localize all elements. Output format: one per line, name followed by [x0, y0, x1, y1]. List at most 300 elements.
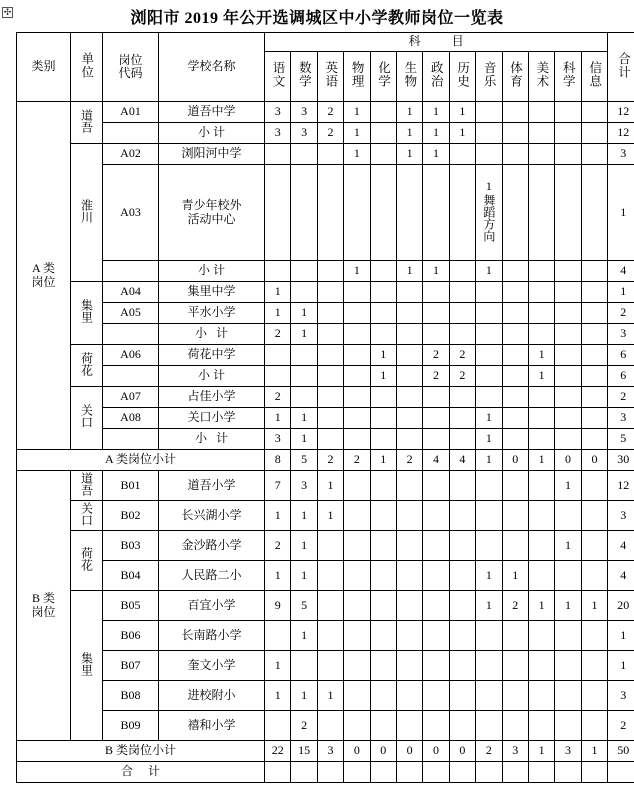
cell-english: [317, 165, 343, 261]
cell-math: [291, 366, 317, 387]
table-body: [17, 102, 634, 783]
cell-biology: 1: [396, 102, 422, 123]
header-subject-history: [449, 52, 475, 102]
cell-math: [291, 345, 317, 366]
school-name: 金沙路小学: [159, 531, 265, 561]
cell-biology: [396, 408, 422, 429]
cell-chemistry: [370, 531, 396, 561]
category-b-line1: B 类: [31, 591, 55, 606]
cell-it: [581, 471, 608, 501]
cell-chinese: 3: [265, 429, 291, 450]
table-row: [17, 303, 634, 324]
cell-chinese: 1: [265, 561, 291, 591]
cell-biology: [396, 531, 422, 561]
cell-science: [555, 261, 581, 282]
cell-chemistry: [370, 471, 396, 501]
subtotal-label: 小计: [159, 261, 265, 282]
cell-science: [555, 651, 581, 681]
cell-politics: 0: [423, 741, 449, 762]
cell-politics: [423, 429, 449, 450]
cell-biology: [396, 681, 422, 711]
school-name: 百宜小学: [159, 591, 265, 621]
cell-science: [555, 429, 581, 450]
cell-history: 2: [449, 366, 475, 387]
cell-art: [528, 681, 554, 711]
cell-politics: 1: [423, 123, 449, 144]
cell-politics: 2: [423, 366, 449, 387]
table-row: [17, 621, 634, 651]
cell-history: [449, 429, 475, 450]
job-code: A05: [103, 303, 159, 324]
cell-chemistry: [370, 303, 396, 324]
cell-total: 5: [608, 429, 634, 450]
cell-music: [476, 651, 502, 681]
cell-science: [555, 303, 581, 324]
table-row: [17, 681, 634, 711]
job-code: A02: [103, 144, 159, 165]
cell-chinese: 2: [265, 531, 291, 561]
cell-physics: [344, 621, 370, 651]
subtotal-label: 小计: [159, 123, 265, 144]
header-row-group: [17, 33, 634, 52]
header-subject-biology: [396, 52, 422, 102]
cell-politics: [423, 711, 449, 741]
cell-total: 4: [608, 261, 634, 282]
cell-total: 2: [608, 303, 634, 324]
cell-biology: [396, 387, 422, 408]
cell-music: [476, 102, 502, 123]
header-code: [103, 33, 159, 102]
cell-pe: [502, 501, 528, 531]
cell-math: [291, 144, 317, 165]
cell-total: 30: [608, 450, 634, 471]
cell-chinese: 2: [265, 387, 291, 408]
unit-label: 淮川: [79, 198, 94, 223]
cell-science: [555, 711, 581, 741]
cell-it: 1: [581, 591, 608, 621]
subtotal-label: 小 计: [159, 324, 265, 345]
cell-history: [449, 762, 475, 783]
cell-pe: [502, 123, 528, 144]
subject-label: 英语: [323, 61, 338, 89]
cell-pe: [502, 711, 528, 741]
document-move-handle[interactable]: ✣: [3, 7, 12, 17]
cell-art: [528, 531, 554, 561]
job-code: A08: [103, 408, 159, 429]
header-code-line1: 岗位: [118, 52, 143, 67]
cell-pe: [502, 366, 528, 387]
job-code: B08: [103, 681, 159, 711]
cell-science: [555, 387, 581, 408]
cell-chinese: 7: [265, 471, 291, 501]
cell-physics: [344, 711, 370, 741]
job-code: B07: [103, 651, 159, 681]
cell-art: 1: [528, 345, 554, 366]
subject-label: 信息: [587, 61, 602, 89]
cell-history: 1: [449, 102, 475, 123]
cell-history: [449, 282, 475, 303]
cell-science: [555, 366, 581, 387]
cell-math: 1: [291, 531, 317, 561]
cell-politics: [423, 561, 449, 591]
cell-science: [555, 762, 581, 783]
cell-music-note: 舞蹈方向: [481, 193, 496, 242]
cell-chinese: 1: [265, 651, 291, 681]
cell-politics: [423, 387, 449, 408]
header-subject-chemistry: [370, 52, 396, 102]
cell-music: [476, 165, 502, 261]
cell-history: [449, 531, 475, 561]
cell-chemistry: 0: [370, 741, 396, 762]
cell-pe: [502, 282, 528, 303]
header-subject-english: [317, 52, 343, 102]
header-subject-politics: [423, 52, 449, 102]
cell-politics: [423, 165, 449, 261]
cell-chemistry: [370, 408, 396, 429]
cell-art: [528, 102, 554, 123]
cell-pe: [502, 102, 528, 123]
table-row: [17, 102, 634, 123]
cell-biology: 0: [396, 741, 422, 762]
cell-chinese: [265, 144, 291, 165]
cell-chemistry: [370, 387, 396, 408]
school-name: 长兴湖小学: [159, 501, 265, 531]
unit-label: 道吾: [79, 108, 94, 133]
cell-math: 3: [291, 471, 317, 501]
cell-politics: [423, 762, 449, 783]
subject-label: 科学: [561, 61, 576, 89]
cell-english: 2: [317, 123, 343, 144]
cell-music: 1: [476, 408, 502, 429]
cell-pe: [502, 303, 528, 324]
cell-english: [317, 282, 343, 303]
table-row: [17, 387, 634, 408]
cell-music: [476, 501, 502, 531]
subject-label: 化学: [376, 61, 391, 89]
cell-math: [291, 165, 317, 261]
cell-politics: 1: [423, 102, 449, 123]
cell-music: 1: [476, 261, 502, 282]
cell-english: [317, 261, 343, 282]
cell-politics: 1: [423, 144, 449, 165]
cell-physics: [344, 591, 370, 621]
cell-physics: [344, 366, 370, 387]
cell-chinese: 1: [265, 501, 291, 531]
cell-chemistry: [370, 501, 396, 531]
cell-chemistry: [370, 282, 396, 303]
cell-biology: [396, 621, 422, 651]
cell-history: [449, 561, 475, 591]
job-code: B01: [103, 471, 159, 501]
cell-art: [528, 165, 554, 261]
cell-history: [449, 408, 475, 429]
cell-it: [581, 324, 608, 345]
header-unit-label: 单位: [79, 51, 94, 79]
cell-science: [555, 681, 581, 711]
school-name-line2: 活动中心: [187, 211, 236, 226]
header-code-line2: 代码: [118, 66, 143, 80]
cell-math: 1: [291, 429, 317, 450]
table-row: [17, 651, 634, 681]
cell-english: [317, 651, 343, 681]
cell-physics: [344, 762, 370, 783]
cell-physics: [344, 282, 370, 303]
cell-english: 1: [317, 471, 343, 501]
school-name: 浏阳河中学: [159, 144, 265, 165]
cell-art: [528, 501, 554, 531]
cell-music: 2: [476, 741, 502, 762]
unit-cell-hehua-b: [71, 531, 103, 591]
cell-politics: [423, 282, 449, 303]
cell-pe: 1: [502, 561, 528, 591]
school-name: 道吾中学: [159, 102, 265, 123]
cell-chinese: 2: [265, 324, 291, 345]
table-row: [17, 282, 634, 303]
cell-music: 1: [476, 561, 502, 591]
table-row: [17, 144, 634, 165]
header-total: [608, 33, 634, 102]
cell-music: [476, 324, 502, 345]
subject-label: 音乐: [482, 61, 497, 89]
cell-physics: 2: [344, 450, 370, 471]
subject-label: 语文: [270, 61, 285, 89]
header-subject-chinese: [265, 52, 291, 102]
cell-physics: [344, 324, 370, 345]
cell-art: [528, 408, 554, 429]
table-row: [17, 561, 634, 591]
cell-physics: [344, 531, 370, 561]
cell-physics: [344, 165, 370, 261]
cell-english: [317, 345, 343, 366]
cell-history: [449, 324, 475, 345]
cell-chemistry: [370, 261, 396, 282]
cell-total: 6: [608, 366, 634, 387]
cell-english: 2: [317, 450, 343, 471]
unit-cell-daowu-b: [71, 471, 103, 501]
table-row: [17, 501, 634, 531]
cell-english: [317, 387, 343, 408]
cell-chemistry: [370, 561, 396, 591]
cell-art: 1: [528, 591, 554, 621]
cell-physics: [344, 651, 370, 681]
job-code: B09: [103, 711, 159, 741]
cell-physics: [344, 561, 370, 591]
cell-english: [317, 621, 343, 651]
cell-pe: [502, 471, 528, 501]
cell-english: 3: [317, 741, 343, 762]
cell-it: [581, 561, 608, 591]
page-title: 浏阳市 2019 年公开选调城区中小学教师岗位一览表: [130, 10, 504, 27]
cell-biology: [396, 282, 422, 303]
table-row: [17, 366, 634, 387]
cell-music: [476, 123, 502, 144]
unit-label: 关口: [79, 501, 94, 526]
cell-math: 1: [291, 561, 317, 591]
job-code: B06: [103, 621, 159, 651]
unit-cell-jili-b: [71, 591, 103, 741]
cell-politics: [423, 501, 449, 531]
school-name: 人民路二小: [159, 561, 265, 591]
cell-biology: 1: [396, 144, 422, 165]
job-code: [103, 324, 159, 345]
cell-biology: [396, 651, 422, 681]
cell-math: 1: [291, 681, 317, 711]
cell-science: 1: [555, 591, 581, 621]
table-row: [17, 471, 634, 501]
cell-music: [476, 282, 502, 303]
cell-total: 3: [608, 144, 634, 165]
cell-biology: [396, 366, 422, 387]
header-subject-pe: [502, 52, 528, 102]
cell-pe: [502, 531, 528, 561]
cell-art: [528, 303, 554, 324]
cell-history: [449, 471, 475, 501]
cell-art: [528, 711, 554, 741]
cell-biology: [396, 591, 422, 621]
section-total-label-b: B 类岗位小计: [17, 741, 265, 762]
cell-chemistry: [370, 102, 396, 123]
cell-chinese: [265, 261, 291, 282]
cell-chinese: 1: [265, 681, 291, 711]
header-total-label: 合计: [616, 51, 631, 79]
cell-math: 3: [291, 123, 317, 144]
cell-math: [291, 387, 317, 408]
cell-chinese: 1: [265, 282, 291, 303]
cell-it: [581, 123, 608, 144]
cell-it: [581, 303, 608, 324]
cell-science: 1: [555, 531, 581, 561]
table-row: [17, 324, 634, 345]
subject-label: 体育: [508, 61, 523, 89]
cell-it: 0: [581, 450, 608, 471]
job-code: A04: [103, 282, 159, 303]
cell-art: [528, 324, 554, 345]
cell-science: 1: [555, 471, 581, 501]
cell-biology: [396, 711, 422, 741]
cell-chinese: 1: [265, 408, 291, 429]
table-row: [17, 591, 634, 621]
cell-chemistry: [370, 123, 396, 144]
cell-chinese: 22: [265, 741, 291, 762]
cell-chinese: 8: [265, 450, 291, 471]
cell-science: 3: [555, 741, 581, 762]
header-subject-math: [291, 52, 317, 102]
cell-chinese: [265, 621, 291, 651]
cell-physics: 1: [344, 123, 370, 144]
cell-chinese: [265, 345, 291, 366]
cell-chemistry: 1: [370, 345, 396, 366]
cell-pe: [502, 387, 528, 408]
school-name: 进校附小: [159, 681, 265, 711]
table-row: [17, 123, 634, 144]
unit-label: 关口: [79, 404, 94, 429]
table-row: [17, 711, 634, 741]
cell-science: [555, 165, 581, 261]
unit-label: 集里: [79, 299, 94, 324]
job-code: [103, 261, 159, 282]
cell-it: [581, 711, 608, 741]
cell-chemistry: [370, 621, 396, 651]
header-category: 类别: [17, 33, 71, 102]
grand-total-row: [17, 762, 634, 783]
cell-chemistry: [370, 591, 396, 621]
cell-physics: [344, 408, 370, 429]
cell-history: [449, 591, 475, 621]
cell-pe: [502, 681, 528, 711]
header-school: 学校名称: [159, 33, 265, 102]
header-unit: [71, 33, 103, 102]
cell-history: [449, 261, 475, 282]
table-row: [17, 429, 634, 450]
cell-music: [476, 303, 502, 324]
school-name: 荷花中学: [159, 345, 265, 366]
subject-label: 政治: [429, 61, 444, 89]
cell-math: [291, 282, 317, 303]
table-row: [17, 261, 634, 282]
cell-total: 2: [608, 711, 634, 741]
cell-english: [317, 144, 343, 165]
subject-label: 生物: [402, 61, 417, 89]
cell-it: [581, 261, 608, 282]
cell-history: 1: [449, 123, 475, 144]
table-row: [17, 345, 634, 366]
cell-art: 1: [528, 741, 554, 762]
cell-total: 3: [608, 681, 634, 711]
cell-english: [317, 408, 343, 429]
cell-total: 4: [608, 531, 634, 561]
cell-english: [317, 711, 343, 741]
cell-math: 1: [291, 501, 317, 531]
cell-art: [528, 651, 554, 681]
cell-art: [528, 261, 554, 282]
school-name: 集里中学: [159, 282, 265, 303]
cell-science: [555, 621, 581, 651]
cell-science: [555, 501, 581, 531]
cell-politics: [423, 651, 449, 681]
cell-it: [581, 345, 608, 366]
cell-art: [528, 429, 554, 450]
school-name: 占佳小学: [159, 387, 265, 408]
cell-politics: [423, 681, 449, 711]
cell-chemistry: [370, 324, 396, 345]
cell-physics: 1: [344, 261, 370, 282]
cell-chemistry: [370, 144, 396, 165]
grand-total-label: 合 计: [17, 762, 265, 783]
unit-cell-daowu: [71, 102, 103, 144]
cell-math: 1: [291, 408, 317, 429]
cell-english: 1: [317, 501, 343, 531]
cell-english: [317, 429, 343, 450]
cell-chemistry: 1: [370, 450, 396, 471]
cell-music: [476, 762, 502, 783]
cell-pe: [502, 165, 528, 261]
school-name-line1: 青少年校外: [181, 198, 242, 213]
cell-history: [449, 303, 475, 324]
cell-math: 15: [291, 741, 317, 762]
cell-total: 12: [608, 102, 634, 123]
job-code: A06: [103, 345, 159, 366]
cell-biology: 1: [396, 261, 422, 282]
category-cell-b: [17, 471, 71, 741]
cell-politics: [423, 471, 449, 501]
job-code: A07: [103, 387, 159, 408]
job-code: B03: [103, 531, 159, 561]
cell-total: 50: [608, 741, 634, 762]
cell-physics: [344, 303, 370, 324]
cell-politics: [423, 303, 449, 324]
cell-science: [555, 102, 581, 123]
cell-pe: [502, 144, 528, 165]
